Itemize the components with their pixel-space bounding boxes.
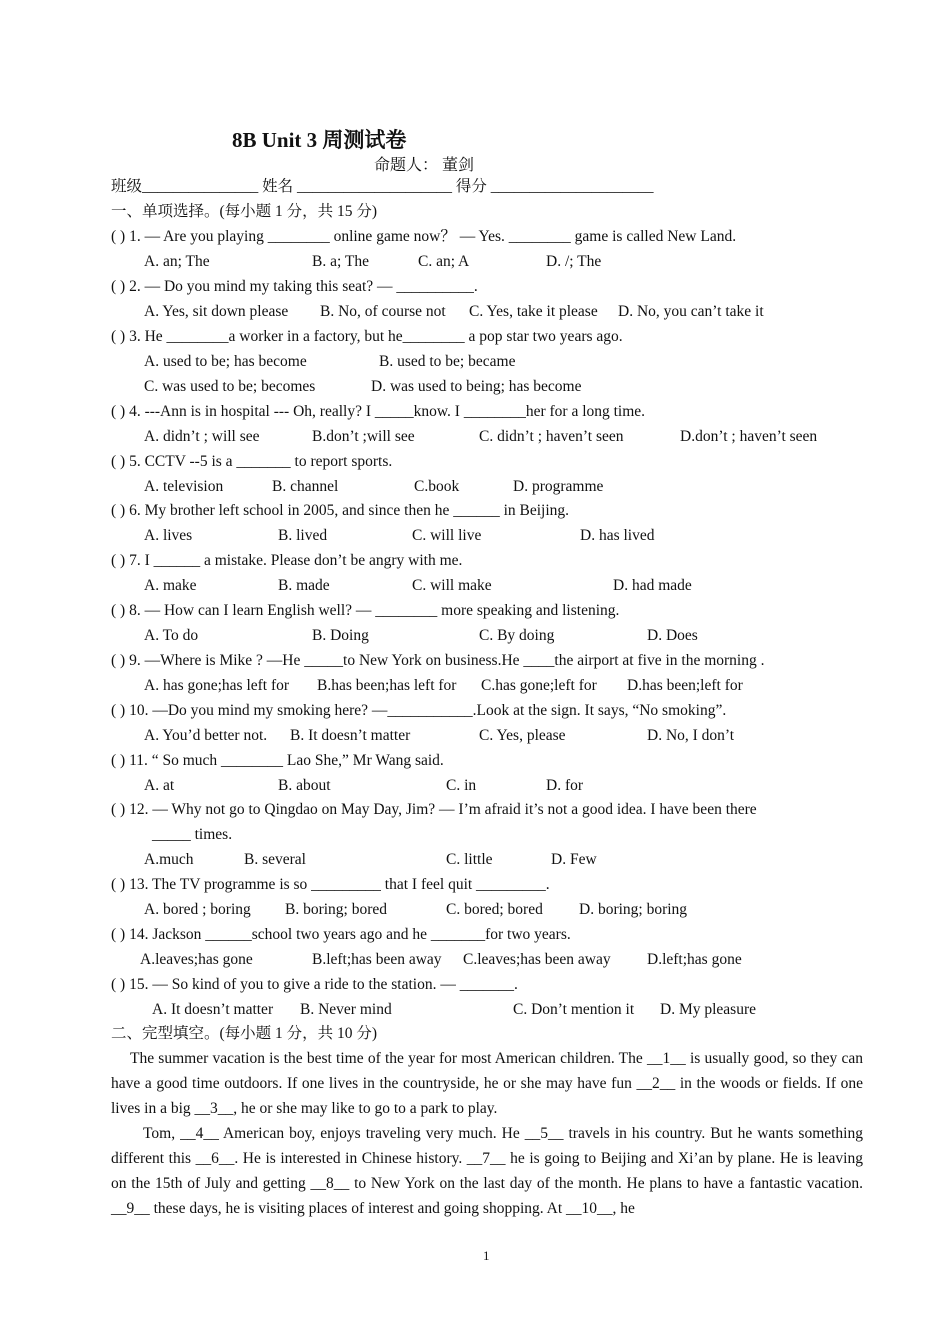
option-d: D. programme bbox=[513, 478, 604, 495]
question-stem: ( ) 2. — Do you mind my taking this seat? — __________. bbox=[111, 278, 478, 295]
author-line: 命题人： 董剑 bbox=[374, 157, 475, 174]
option-c: C. will live bbox=[412, 527, 482, 544]
option-b: B. made bbox=[278, 577, 330, 594]
option-b: B. Doing bbox=[312, 627, 369, 644]
option-a: A. You’d better not. bbox=[144, 727, 268, 744]
question-stem: ( ) 3. He ________a worker in a factory, but he________ a pop star two years ago. bbox=[111, 328, 623, 345]
option-c: C. in bbox=[446, 777, 477, 794]
option-a: A. Yes, sit down please bbox=[144, 303, 289, 320]
section1-heading: 一、单项选择。(每小题 1 分，共 15 分) bbox=[111, 203, 378, 220]
option-a: A. an; The bbox=[144, 253, 210, 270]
option-d: D. Few bbox=[551, 851, 597, 868]
question-stem: ( ) 14. Jackson ______school two years ago and he _______for two years. bbox=[111, 926, 571, 943]
question-stem: ( ) 7. I ______ a mistake. Please don’t be angry with me. bbox=[111, 552, 463, 569]
student-info-line: 班级_______________ 姓名 ____________________ 得分 _____________________ bbox=[111, 178, 654, 195]
passage-paragraph: Tom, __4__ American boy, enjoys traveling very much. He __5__ travels in his country. But he wants something different this __6__. He is interested in Chinese history. __7__ he is going to Beijing and Xi’an by plane. He is leaving on the 15th of July and getting __8__ to New York on the last day of the month. He plans to have a fantastic vacation. __9__ these days, he is visiting places of interest and going shopping. At __10__, he bbox=[111, 1125, 863, 1217]
option-b: B.don’t ;will see bbox=[312, 428, 415, 445]
option-b: B. a; The bbox=[312, 253, 369, 270]
option-c: C. Don’t mention it bbox=[513, 1001, 635, 1018]
option-a: A. lives bbox=[144, 527, 193, 544]
option-d: D. Does bbox=[647, 627, 698, 644]
option-b: B. No, of course not bbox=[320, 303, 446, 320]
option-d: D.don’t ; haven’t seen bbox=[680, 428, 818, 445]
option-d: D. /; The bbox=[546, 253, 602, 270]
option-c: C. bored; bored bbox=[446, 901, 543, 918]
option-b: B. used to be; became bbox=[379, 353, 516, 370]
cloze-passage bbox=[111, 1046, 863, 1221]
option-d: D. No, I don’t bbox=[647, 727, 735, 744]
question-stem: ( ) 4. ---Ann is in hospital --- Oh, really? I _____know. I ________her for a long time. bbox=[111, 403, 646, 420]
question-stem: ( ) 11. “ So much ________ Lao She,” Mr Wang said. bbox=[111, 752, 444, 769]
option-d: D. My pleasure bbox=[660, 1001, 756, 1018]
option-a: A. make bbox=[144, 577, 197, 594]
question-stem: ( ) 9. —Where is Mike ? —He _____to New York on business.He ____the airport at five in the morning . bbox=[111, 652, 765, 669]
option-a: A. at bbox=[144, 777, 175, 794]
option-a: A. television bbox=[144, 478, 224, 495]
option-b: B. Never mind bbox=[300, 1001, 392, 1018]
option-c: C. was used to be; becomes bbox=[144, 378, 316, 395]
option-a: A.much bbox=[144, 851, 194, 868]
option-c: C.has gone;left for bbox=[481, 677, 597, 694]
option-a: A. has gone;has left for bbox=[144, 677, 290, 694]
question-stem: ( ) 6. My brother left school in 2005, and since then he ______ in Beijing. bbox=[111, 502, 570, 519]
option-c: C. Yes, please bbox=[479, 727, 566, 744]
option-c: C. little bbox=[446, 851, 493, 868]
question-stem: ( ) 5. CCTV --5 is a _______ to report sports. bbox=[111, 453, 393, 470]
question-stem-continued: _____ times. bbox=[152, 826, 233, 843]
option-c: C. Yes, take it please bbox=[469, 303, 598, 320]
option-d: D. boring; boring bbox=[579, 901, 688, 918]
option-d: D. had made bbox=[613, 577, 692, 594]
option-b: B. channel bbox=[272, 478, 339, 495]
question-stem: ( ) 12. — Why not go to Qingdao on May Day, Jim? — I’m afraid it’s not a good idea. I have been there bbox=[111, 801, 757, 818]
option-b: B. lived bbox=[278, 527, 328, 544]
question-stem: ( ) 1. — Are you playing ________ online game now？ — Yes. ________ game is called New Land. bbox=[111, 228, 737, 245]
option-c: C. will make bbox=[412, 577, 492, 594]
option-c: C.book bbox=[414, 478, 460, 495]
question-stem: ( ) 8. — How can I learn English well? — ________ more speaking and listening. bbox=[111, 602, 620, 619]
option-d: D. was used to being; has become bbox=[371, 378, 582, 395]
question-stem: ( ) 13. The TV programme is so _________ that I feel quit _________. bbox=[111, 876, 550, 893]
option-c: C.leaves;has been away bbox=[463, 951, 611, 968]
option-c: C. By doing bbox=[479, 627, 555, 644]
option-b: B.left;has been away bbox=[312, 951, 442, 968]
option-a: A. bored ; boring bbox=[144, 901, 251, 918]
page-number: 1 bbox=[483, 1248, 490, 1263]
option-d: D.left;has gone bbox=[647, 951, 742, 968]
option-d: D.has been;left for bbox=[627, 677, 743, 694]
option-b: B. It doesn’t matter bbox=[290, 727, 411, 744]
page-title: 8B Unit 3 周测试卷 bbox=[232, 128, 407, 152]
option-a: A. didn’t ; will see bbox=[144, 428, 260, 445]
question-stem: ( ) 10. —Do you mind my smoking here? —___________.Look at the sign. It says, “No smoking”. bbox=[111, 702, 727, 719]
option-b: B. several bbox=[244, 851, 306, 868]
option-d: D. No, you can’t take it bbox=[618, 303, 764, 320]
option-a: A. To do bbox=[144, 627, 199, 644]
option-c: C. an; A bbox=[418, 253, 470, 270]
passage-paragraph: The summer vacation is the best time of the year for most American children. The __1__ is usually good, so they can have a good time outdoors. If one lives in the countryside, he or she may have fun __2__ in the woods or fields. If one lives in a big __3__, he or she may like to go to a park to play. bbox=[111, 1050, 863, 1117]
option-b: B. about bbox=[278, 777, 331, 794]
option-b: B. boring; bored bbox=[285, 901, 388, 918]
option-a: A. used to be; has become bbox=[144, 353, 307, 370]
option-b: B.has been;has left for bbox=[317, 677, 457, 694]
option-c: C. didn’t ; haven’t seen bbox=[479, 428, 624, 445]
option-a: A. It doesn’t matter bbox=[152, 1001, 274, 1018]
question-stem: ( ) 15. — So kind of you to give a ride to the station. — _______. bbox=[111, 976, 518, 993]
option-a: A.leaves;has gone bbox=[140, 951, 253, 968]
section2-heading: 二、完型填空。(每小题 1 分，共 10 分) bbox=[111, 1025, 378, 1042]
option-d: D. for bbox=[546, 777, 584, 794]
option-d: D. has lived bbox=[580, 527, 655, 544]
